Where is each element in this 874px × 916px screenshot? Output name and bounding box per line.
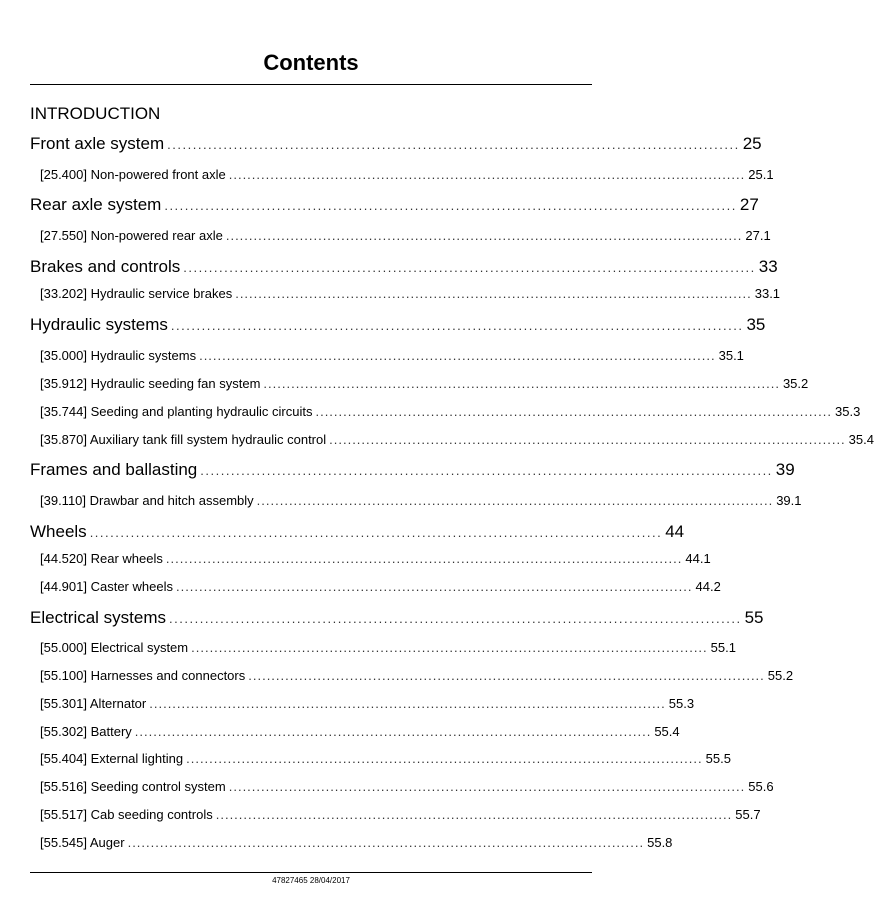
toc-entry-label: [35.870] Auxiliary tank fill system hydraulic control: [40, 432, 327, 447]
dot-leader: ................................................................................................................: [89, 525, 663, 540]
toc-page-number: 55.8: [647, 835, 673, 850]
toc-entry-35-870[interactable]: [40, 432, 874, 447]
dot-leader: ................................................................................................................: [225, 228, 743, 243]
toc-page-number: 25: [742, 134, 762, 153]
toc-page-number: 33.1: [754, 286, 781, 301]
toc-entry-label: [39.110] Drawbar and hitch assembly: [40, 493, 254, 508]
dot-leader: ................................................................................................................: [329, 432, 846, 447]
toc-entry-label: [55.404] External lighting: [40, 751, 184, 766]
dot-leader: ................................................................................................................: [200, 463, 773, 478]
toc-entry-44-520[interactable]: [40, 551, 711, 566]
toc-page-number: 55.3: [668, 696, 695, 711]
toc-entry-35-912[interactable]: [40, 376, 809, 391]
toc-entry-label: [55.516] Seeding control system: [40, 779, 226, 794]
toc-entry-39-110[interactable]: [40, 493, 802, 508]
toc-entry-label: [55.302] Battery: [40, 724, 132, 739]
toc-entry-label: [44.520] Rear wheels: [40, 551, 163, 566]
toc-section-rear-axle[interactable]: [30, 195, 759, 215]
footer-doc-id: 47827465 28/04/2017: [272, 876, 350, 885]
toc-entry-label: [35.912] Hydraulic seeding fan system: [40, 376, 261, 391]
dot-leader: ................................................................................................................: [127, 835, 645, 850]
dot-leader: ................................................................................................................: [235, 286, 752, 301]
toc-section-brakes[interactable]: [30, 257, 778, 277]
introduction-heading: INTRODUCTION: [30, 104, 161, 123]
toc-entry-55-517[interactable]: [40, 807, 761, 822]
dot-leader: ................................................................................................................: [186, 751, 703, 766]
toc-entry-55-516[interactable]: [40, 779, 774, 794]
toc-page-number: 35.4: [848, 432, 874, 447]
toc-page-number: 55.7: [735, 807, 761, 822]
dot-leader: ................................................................................................................: [134, 724, 652, 739]
dot-leader: ................................................................................................................: [183, 260, 756, 275]
toc-entry-55-545[interactable]: [40, 835, 673, 850]
dot-leader: ................................................................................................................: [169, 611, 742, 626]
toc-section-wheels[interactable]: [30, 522, 685, 542]
dot-leader: ................................................................................................................: [228, 167, 746, 182]
toc-section-label: Frames and ballasting: [30, 460, 198, 479]
toc-section-front-axle[interactable]: [30, 134, 762, 154]
toc-section-frames[interactable]: [30, 460, 795, 480]
toc-entry-label: [55.301] Alternator: [40, 696, 147, 711]
dot-leader: ................................................................................................................: [256, 493, 774, 508]
toc-page-number: 35: [746, 315, 766, 334]
toc-page-number: 55.1: [710, 640, 736, 655]
toc-section-label: Electrical systems: [30, 608, 167, 627]
toc-page-number: 44: [665, 522, 685, 541]
dot-leader: ................................................................................................................: [248, 668, 765, 683]
page-title: Contents: [263, 50, 359, 75]
dot-leader: ................................................................................................................: [149, 696, 666, 711]
toc-entry-label: [35.744] Seeding and planting hydraulic circuits: [40, 404, 313, 419]
toc-section-label: Brakes and controls: [30, 257, 181, 276]
toc-page-number: 35.1: [718, 348, 744, 363]
toc-page-number: 27.1: [745, 228, 771, 243]
dot-leader: ................................................................................................................: [170, 318, 744, 333]
toc-section-label: Front axle system: [30, 134, 165, 153]
toc-page-number: 55.5: [705, 751, 731, 766]
toc-entry-55-404[interactable]: [40, 751, 731, 766]
toc-entry-label: [27.550] Non-powered rear axle: [40, 228, 223, 243]
dot-leader: ................................................................................................................: [165, 551, 683, 566]
toc-page-number: 35.2: [782, 376, 809, 391]
toc-page-number: 39.1: [776, 493, 802, 508]
dot-leader: ................................................................................................................: [191, 640, 708, 655]
toc-entry-label: [35.000] Hydraulic systems: [40, 348, 197, 363]
toc-entry-55-302[interactable]: [40, 724, 680, 739]
footer-divider: [30, 872, 592, 873]
toc-section-hydraulic[interactable]: [30, 315, 766, 335]
toc-section-label: Hydraulic systems: [30, 315, 168, 334]
toc-page-number: 27: [739, 195, 759, 214]
dot-leader: ................................................................................................................: [175, 579, 693, 594]
toc-entry-label: [33.202] Hydraulic service brakes: [40, 286, 233, 301]
dot-leader: ................................................................................................................: [215, 807, 733, 822]
dot-leader: ................................................................................................................: [167, 137, 740, 152]
title-divider: [30, 84, 592, 85]
toc-entry-35-000[interactable]: [40, 348, 744, 363]
toc-page-number: 55: [744, 608, 764, 627]
toc-section-electrical[interactable]: [30, 608, 764, 628]
toc-entry-35-744[interactable]: [40, 404, 861, 419]
toc-entry-label: [55.517] Cab seeding controls: [40, 807, 213, 822]
toc-entry-55-000[interactable]: [40, 640, 736, 655]
dot-leader: ................................................................................................................: [228, 779, 746, 794]
toc-page-number: 35.3: [835, 404, 861, 419]
toc-page-number: 55.2: [767, 668, 794, 683]
toc-entry-55-301[interactable]: [40, 696, 695, 711]
toc-section-label: Wheels: [30, 522, 87, 541]
toc-page-number: 33: [758, 257, 778, 276]
toc-page-number: 55.6: [748, 779, 774, 794]
toc-section-label: Rear axle system: [30, 195, 162, 214]
dot-leader: ................................................................................................................: [199, 348, 716, 363]
toc-entry-25-400[interactable]: [40, 167, 774, 182]
toc-entry-55-100[interactable]: [40, 668, 794, 683]
dot-leader: ................................................................................................................: [315, 404, 832, 419]
toc-entry-label: [55.100] Harnesses and connectors: [40, 668, 246, 683]
dot-leader: ................................................................................................................: [263, 376, 780, 391]
toc-entry-label: [25.400] Non-powered front axle: [40, 167, 226, 182]
toc-entry-33-202[interactable]: [40, 286, 781, 301]
toc-entry-label: [55.000] Electrical system: [40, 640, 189, 655]
toc-page-number: 25.1: [748, 167, 774, 182]
toc-entry-27-550[interactable]: [40, 228, 771, 243]
toc-page-number: 39: [775, 460, 795, 479]
toc-entry-label: [44.901] Caster wheels: [40, 579, 173, 594]
toc-entry-44-901[interactable]: [40, 579, 721, 594]
toc-entry-label: [55.545] Auger: [40, 835, 125, 850]
toc-page-number: 55.4: [654, 724, 680, 739]
toc-page-number: 44.1: [685, 551, 711, 566]
dot-leader: ................................................................................................................: [164, 198, 737, 213]
toc-page-number: 44.2: [695, 579, 721, 594]
